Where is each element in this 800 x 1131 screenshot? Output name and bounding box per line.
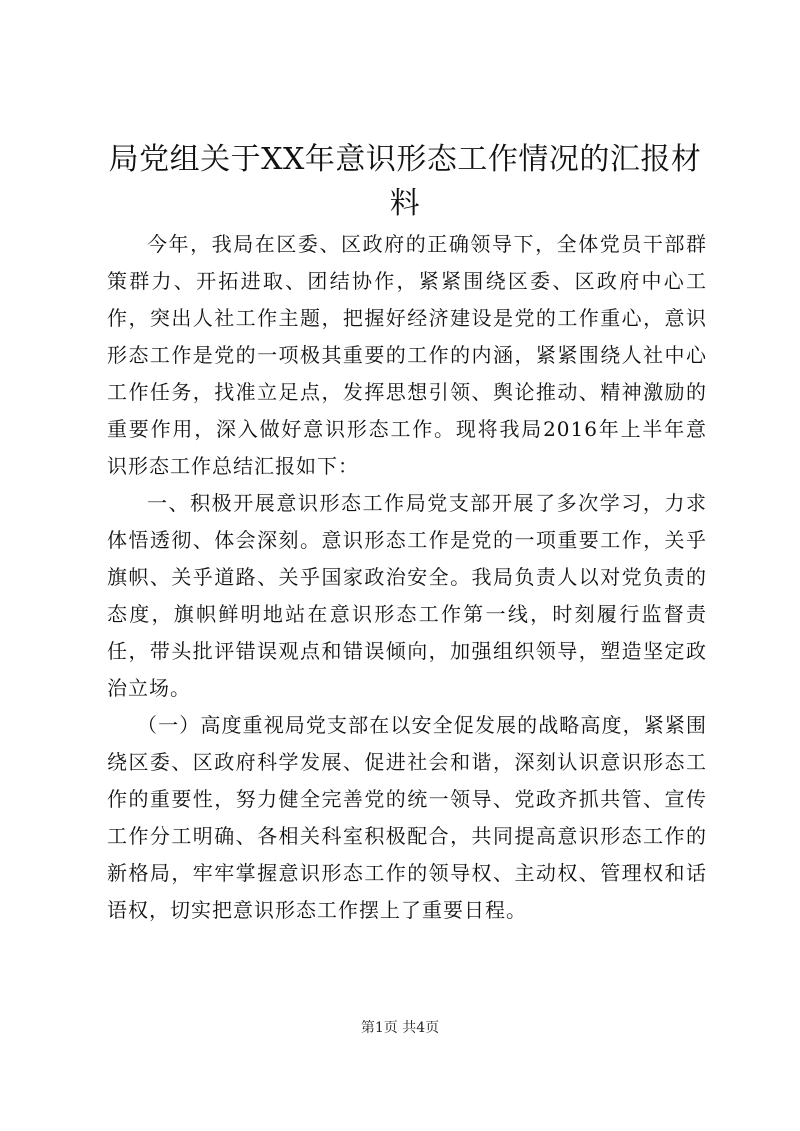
document-title: 局党组关于XX年意识形态工作情况的汇报材料	[108, 142, 702, 221]
paragraph-intro: 今年，我局在区委、区政府的正确领导下，全体党员干部群策群力、开拓进取、团结协作，紧紧围绕区委、区政府中心工作，突出人社工作主题，把握好经济建设是党的工作重心，意识形态工作是党的一项极其重要的工作的内涵，紧紧围绕人社中心工作任务，找准立足点，发挥思想引领、舆论推动、精神激励的重要作用，深入做好意识形态工作。现将我局2016年上半年意识形态工作总结汇报如下：	[107, 232, 707, 478]
paragraph-section-one: 一、积极开展意识形态工作局党支部开展了多次学习，力求体悟透彻、体会深刻。意识形态工作是党的一项重要工作，关乎旗帜、关乎道路、关乎国家政治安全。我局负责人以对党负责的态度，旗帜鲜明地站在意识形态工作第一线，时刻履行监督责任，带头批评错误观点和错误倾向，加强组织领导，塑造坚定政治立场。	[107, 491, 707, 700]
document-body	[107, 226, 707, 929]
paragraph-subsection-one: （一）高度重视局党支部在以安全促发展的战略高度，紧紧围绕区委、区政府科学发展、促进社会和谐，深刻认识意识形态工作的重要性，努力健全完善党的统一领导、党政齐抓共管、宣传工作分工明确、各相关科室积极配合，共同提高意识形态工作的新格局，牢牢掌握意识形态工作的领导权、主动权、管理权和话语权，切实把意识形态工作摆上了重要日程。	[107, 713, 707, 922]
page-footer: 第1页 共4页	[360, 1020, 440, 1036]
